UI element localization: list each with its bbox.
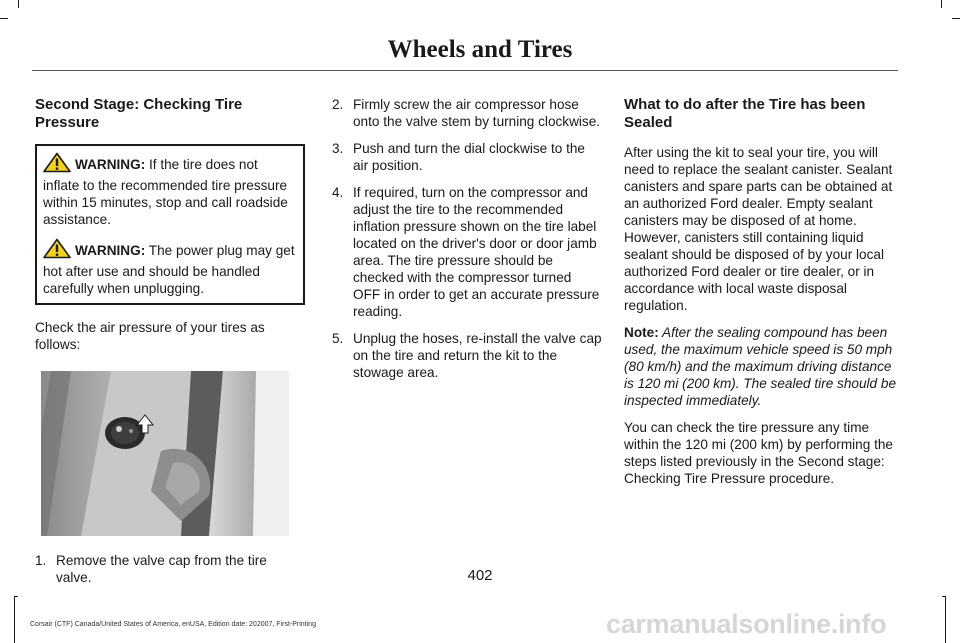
page-title: Wheels and Tires — [387, 36, 573, 63]
list-item — [332, 96, 602, 130]
page-number: 402 — [467, 567, 493, 584]
warning-text: The power plug may get hot after use and should be handled carefully when unplugging. — [43, 243, 295, 296]
header-divider — [32, 70, 898, 71]
step-number: 3. — [332, 141, 344, 156]
section-heading: What to do after the Tire has been Sealed — [624, 96, 866, 131]
crop-mark — [18, 0, 19, 8]
crop-mark — [0, 18, 8, 19]
footer-text: Corsair (CTF) Canada/United States of America, enUSA, Edition date: 202007, First-Printing — [30, 621, 316, 628]
step-number: 5. — [332, 331, 344, 346]
section-heading: Second Stage: Checking Tire Pressure — [35, 96, 243, 131]
step-number: 1. — [35, 553, 47, 568]
column-left — [35, 96, 305, 596]
crop-mark — [14, 596, 15, 643]
valve-cap-illustration — [41, 371, 289, 536]
body-paragraph: After using the kit to seal your tire, you will need to replace the sealant canister. Sealant canisters and spare parts can be obtained at an authorized Ford dealer. Empty sealant canisters may be disposed of at home. However, canisters still containing liquid sealant should be disposed of by your local authorized Ford dealer or tire dealer, or in accordance with local waste disposal regulation. — [624, 145, 893, 313]
step-text: Push and turn the dial clockwise to the air position. — [353, 141, 585, 173]
warning-triangle-icon — [43, 152, 71, 177]
warning-triangle-icon — [43, 238, 71, 263]
note-label: Note: — [624, 325, 659, 340]
note-text: After the sealing compound has been used, the maximum vehicle speed is 50 mph (80 km/h) and the maximum driving distance is 120 mi (200 km). The sealed tire should be inspected immediately. — [624, 325, 897, 408]
column-middle — [332, 96, 602, 391]
note-paragraph — [624, 324, 896, 409]
crop-mark — [945, 596, 946, 643]
list-item — [332, 140, 602, 174]
watermark: carmanualsonline.info — [606, 609, 887, 639]
body-paragraph: You can check the tire pressure any time within the 120 mi (200 km) by performing the steps listed previously in the Second stage: Checking Tire Pressure procedure. — [624, 420, 893, 486]
warning-box — [35, 144, 305, 305]
list-item — [332, 330, 602, 381]
warning-label: WARNING: — [75, 243, 146, 258]
step-text: If required, turn on the compressor and adjust the tire to the recommended inflation pressure shown on the tire label located on the driver's door or door jamb area. The tire pressure should be checked with the compressor turned OFF in order to get an accurate pressure reading. — [353, 185, 600, 319]
warning-label: WARNING: — [75, 157, 146, 172]
steps-list — [332, 96, 602, 381]
crop-mark — [942, 596, 946, 597]
warning-item — [43, 238, 297, 297]
step-text: Firmly screw the air compressor hose onto the valve stem by turning clockwise. — [353, 97, 601, 129]
warning-item — [43, 152, 297, 228]
crop-mark — [14, 596, 18, 597]
step-number: 2. — [332, 97, 344, 112]
crop-mark — [952, 18, 960, 19]
step-text: Unplug the hoses, re-install the valve cap on the tire and return the kit to the stowage area. — [353, 331, 602, 380]
column-right — [624, 96, 896, 497]
crop-mark — [941, 0, 942, 8]
step-number: 4. — [332, 185, 344, 200]
list-item — [332, 184, 602, 320]
intro-text: Check the air pressure of your tires as follows: — [35, 320, 265, 352]
warning-text: If the tire does not inflate to the recommended tire pressure within 15 minutes, stop and call roadside assistance. — [43, 157, 288, 227]
step-text: Remove the valve cap from the tire valve. — [56, 553, 267, 585]
